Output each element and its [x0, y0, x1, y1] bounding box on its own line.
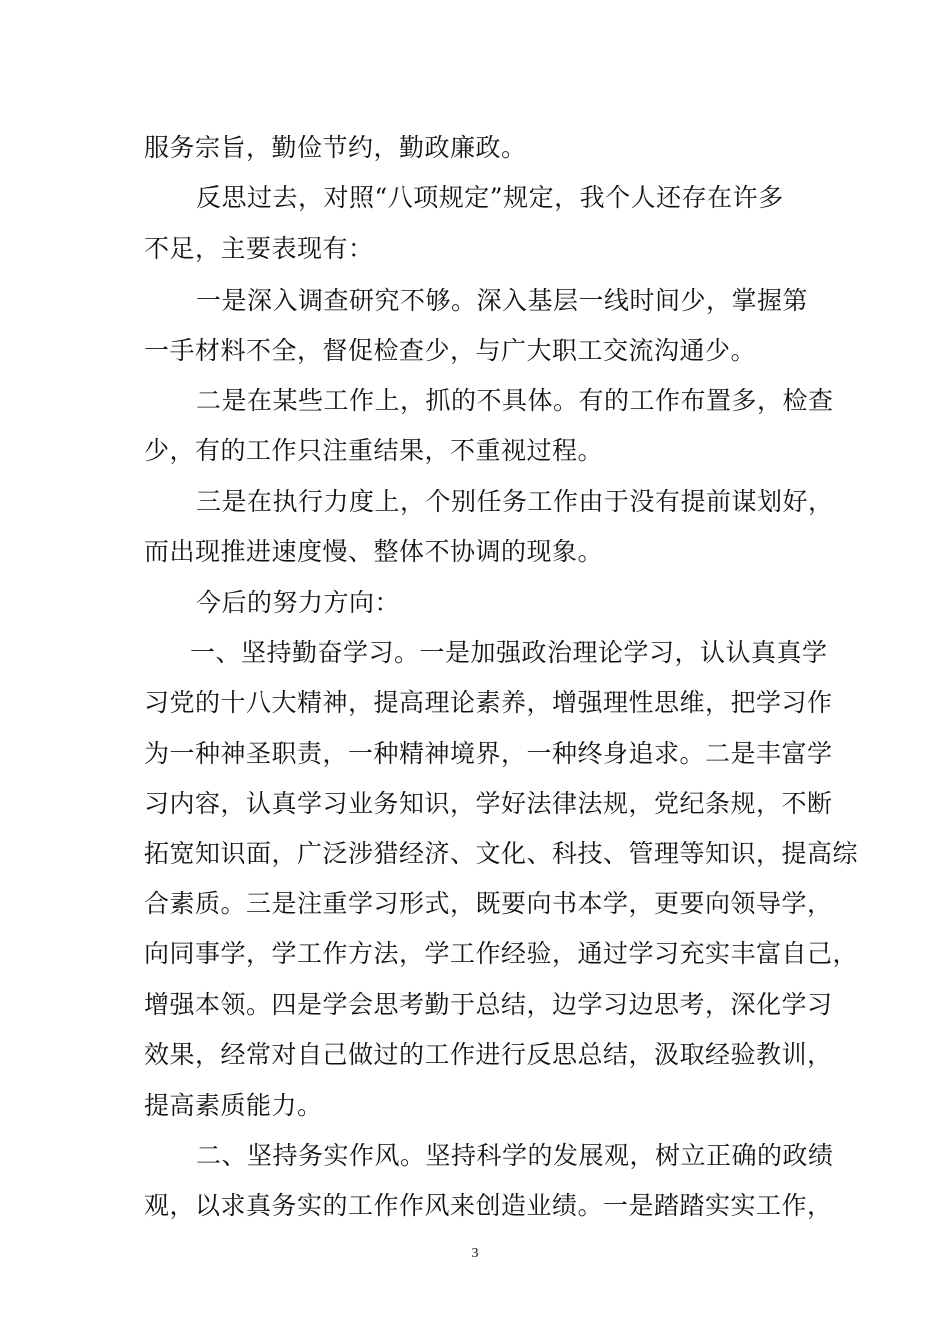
text-line: 习党的十八大精神，提高理论素养，增强理性思维，把学习作: [144, 688, 833, 717]
text-line: 三是在执行力度上，个别任务工作由于没有提前谋划好，: [196, 487, 834, 516]
text-line: 一是深入调查研究不够。深入基层一线时间少，掌握第: [196, 286, 809, 315]
text-line: 今后的努力方向：: [196, 588, 401, 617]
text-line: 不足，主要表现有：: [144, 234, 374, 263]
text-line: 习内容，认真学习业务知识，学好法律法规，党纪条规，不断: [144, 789, 833, 818]
text-line: 一手材料不全，督促检查少，与广大职工交流沟通少。: [144, 336, 757, 365]
text-line: 增强本领。四是学会思考勤于总结，边学习边思考，深化学习: [144, 990, 833, 1019]
text-line: 而出现推进速度慢、整体不协调的现象。: [144, 537, 604, 566]
page-number: 3: [471, 1246, 479, 1261]
text-line: 合素质。三是注重学习形式，既要向书本学，更要向领导学，: [144, 889, 833, 918]
text-line: 反思过去，对照“八项规定”规定，我个人还存在许多: [196, 183, 784, 212]
text-line: 为一种神圣职责，一种精神境界，一种终身追求。二是丰富学: [144, 739, 833, 768]
text-line: 拓宽知识面，广泛涉猎经济、文化、科技、管理等知识，提高综: [144, 839, 859, 868]
text-line: 提高素质能力。: [144, 1091, 323, 1120]
text-line: 二是在某些工作上，抓的不具体。有的工作布置多，检查: [196, 386, 834, 415]
text-line: 向同事学，学工作方法，学工作经验，通过学习充实丰富自己，: [144, 939, 859, 968]
text-line: 二、坚持务实作风。坚持科学的发展观，树立正确的政绩: [196, 1141, 834, 1170]
text-line: 一、坚持勤奋学习。一是加强政治理论学习，认认真真学: [190, 638, 828, 667]
text-line: 效果，经常对自己做过的工作进行反思总结，汲取经验教训，: [144, 1040, 833, 1069]
text-line: 服务宗旨，勤俭节约，勤政廉政。: [144, 133, 527, 162]
text-line: 少，有的工作只注重结果，不重视过程。: [144, 436, 604, 465]
text-line: 观，以求真务实的工作作风来创造业绩。一是踏踏实实工作，: [144, 1191, 833, 1220]
